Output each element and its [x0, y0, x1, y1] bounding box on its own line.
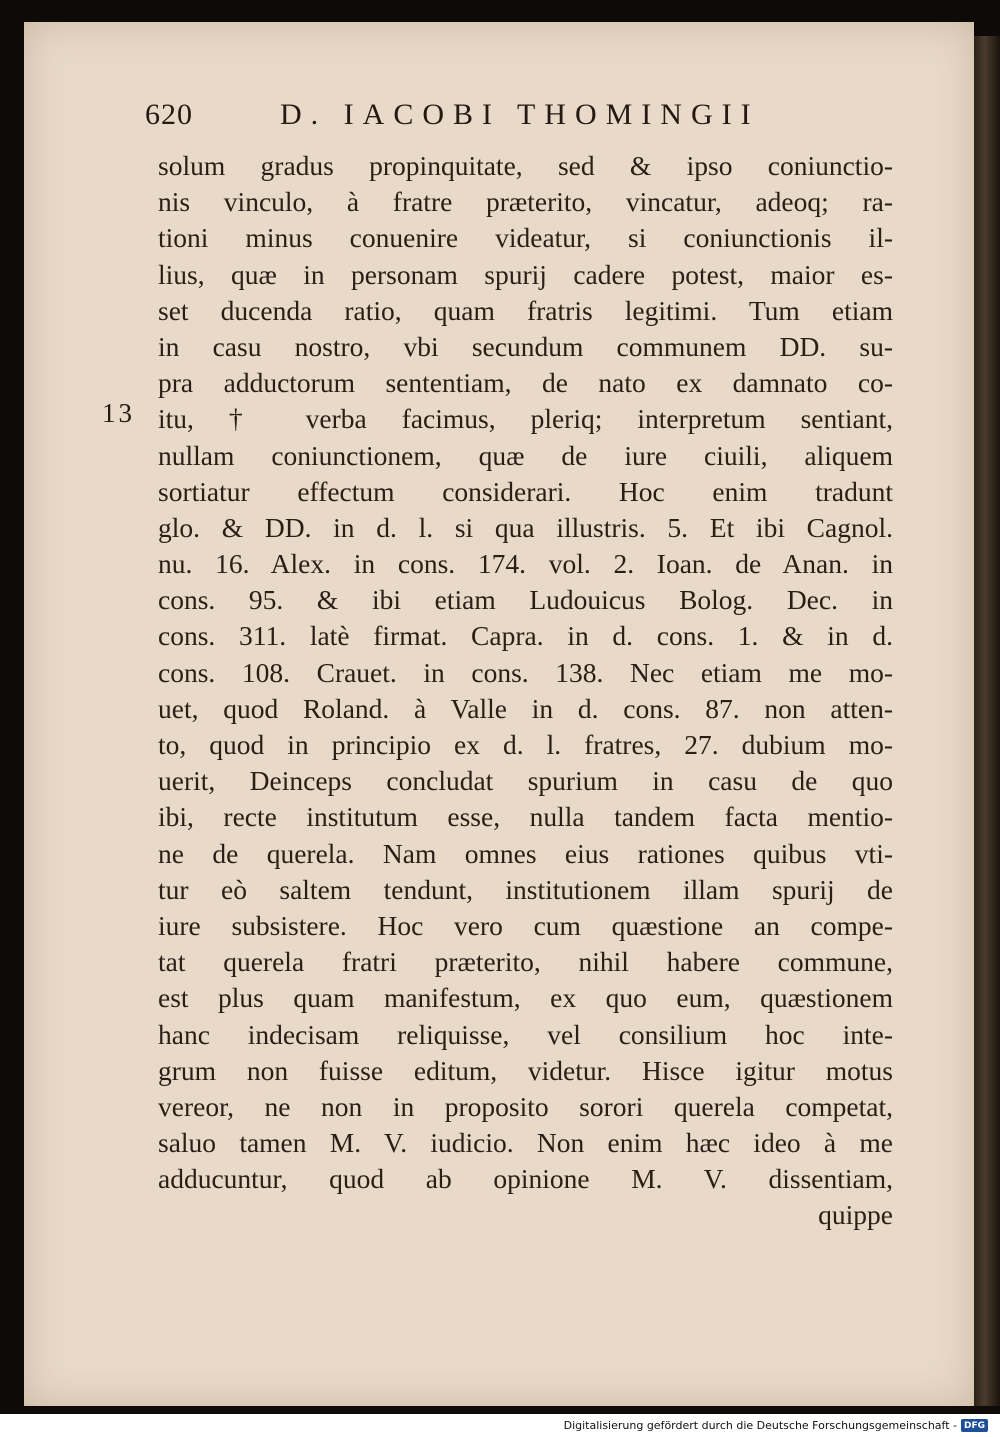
body-text — [158, 148, 893, 1234]
text-line: uet, quod Roland. à Valle in d. cons. 87. non atten- — [158, 692, 893, 724]
text-line: lius, quæ in personam spurij cadere potest, maior es- — [158, 258, 893, 290]
page-number: 620 — [145, 98, 193, 131]
text-line: ibi, recte institutum esse, nulla tandem facta mentio- — [158, 801, 893, 833]
text-line: nullam coniunctionem, quæ de iure ciuili, aliquem — [158, 439, 893, 471]
text-line: solum gradus propinquitate, sed & ipso coniunctio- — [158, 150, 893, 181]
text-line: set ducenda ratio, quam fratris legitimi. Tum etiam — [158, 294, 893, 326]
text-line: to, quod in principio ex d. l. fratres, 27. dubium mo- — [158, 729, 893, 760]
text-line: glo. & DD. in d. l. si qua illustris. 5. Et ibi Cagnol. — [158, 511, 893, 543]
text-line: saluo tamen M. V. iudicio. Non enim hæc ideo à me — [158, 1127, 893, 1159]
footer-credit: Digitalisierung gefördert durch die Deutsche Forschungsgemeinschaft - — [563, 1419, 957, 1432]
text-line: ne de querela. Nam omnes eius rationes quibus vti- — [158, 837, 893, 869]
text-line: sortiatur effectum considerari. Hoc enim tradunt — [158, 475, 893, 507]
text-line: est plus quam manifestum, ex quo eum, quæstionem — [158, 982, 893, 1014]
running-head-title: D. IACOBI THOMINGII — [280, 98, 760, 131]
text-line: cons. 108. Crauet. in cons. 138. Nec etiam me mo- — [158, 656, 893, 688]
text-line: tioni minus conuenire videatur, si coniunctionis il- — [158, 222, 893, 254]
catchword: quippe — [818, 1199, 893, 1231]
footer — [0, 1414, 1000, 1437]
text-line: pra adductorum sententiam, de nato ex damnato co- — [158, 367, 893, 399]
text-line: hanc indecisam reliquisse, vel consilium hoc inte- — [158, 1018, 893, 1050]
text-line: iure subsistere. Hoc vero cum quæstione an compe- — [158, 909, 893, 941]
running-head — [145, 98, 905, 138]
page-edge — [974, 36, 1000, 1406]
margin-note-number: 13 — [102, 398, 135, 428]
text-line: in casu nostro, vbi secundum communem DD. su- — [158, 330, 893, 362]
text-line: itu, † verba facimus, pleriq; interpretum sentiant, — [158, 403, 893, 435]
text-line: cons. 311. latè firmat. Capra. in d. cons. 1. & in d. — [158, 620, 893, 652]
dfg-logo-icon: DFG — [961, 1419, 988, 1432]
text-line: uerit, Deinceps concludat spurium in casu de quo — [158, 765, 893, 797]
text-line: cons. 95. & ibi etiam Ludouicus Bolog. Dec. in — [158, 584, 893, 616]
text-line: tat querela fratri præterito, nihil habere commune, — [158, 946, 893, 978]
text-line: grum non fuisse editum, videtur. Hisce igitur motus — [158, 1054, 893, 1086]
text-line: tur eò saltem tendunt, institutionem illam spurij de — [158, 873, 893, 905]
text-line: vereor, ne non in proposito sorori querela competat, — [158, 1090, 893, 1122]
text-line: nu. 16. Alex. in cons. 174. vol. 2. Ioan. de Anan. in — [158, 548, 893, 580]
text-line: adducuntur, quod ab opinione M. V. dissentiam, — [158, 1163, 893, 1195]
text-line: nis vinculo, à fratre præterito, vincatur, adeoq; ra- — [158, 186, 893, 218]
